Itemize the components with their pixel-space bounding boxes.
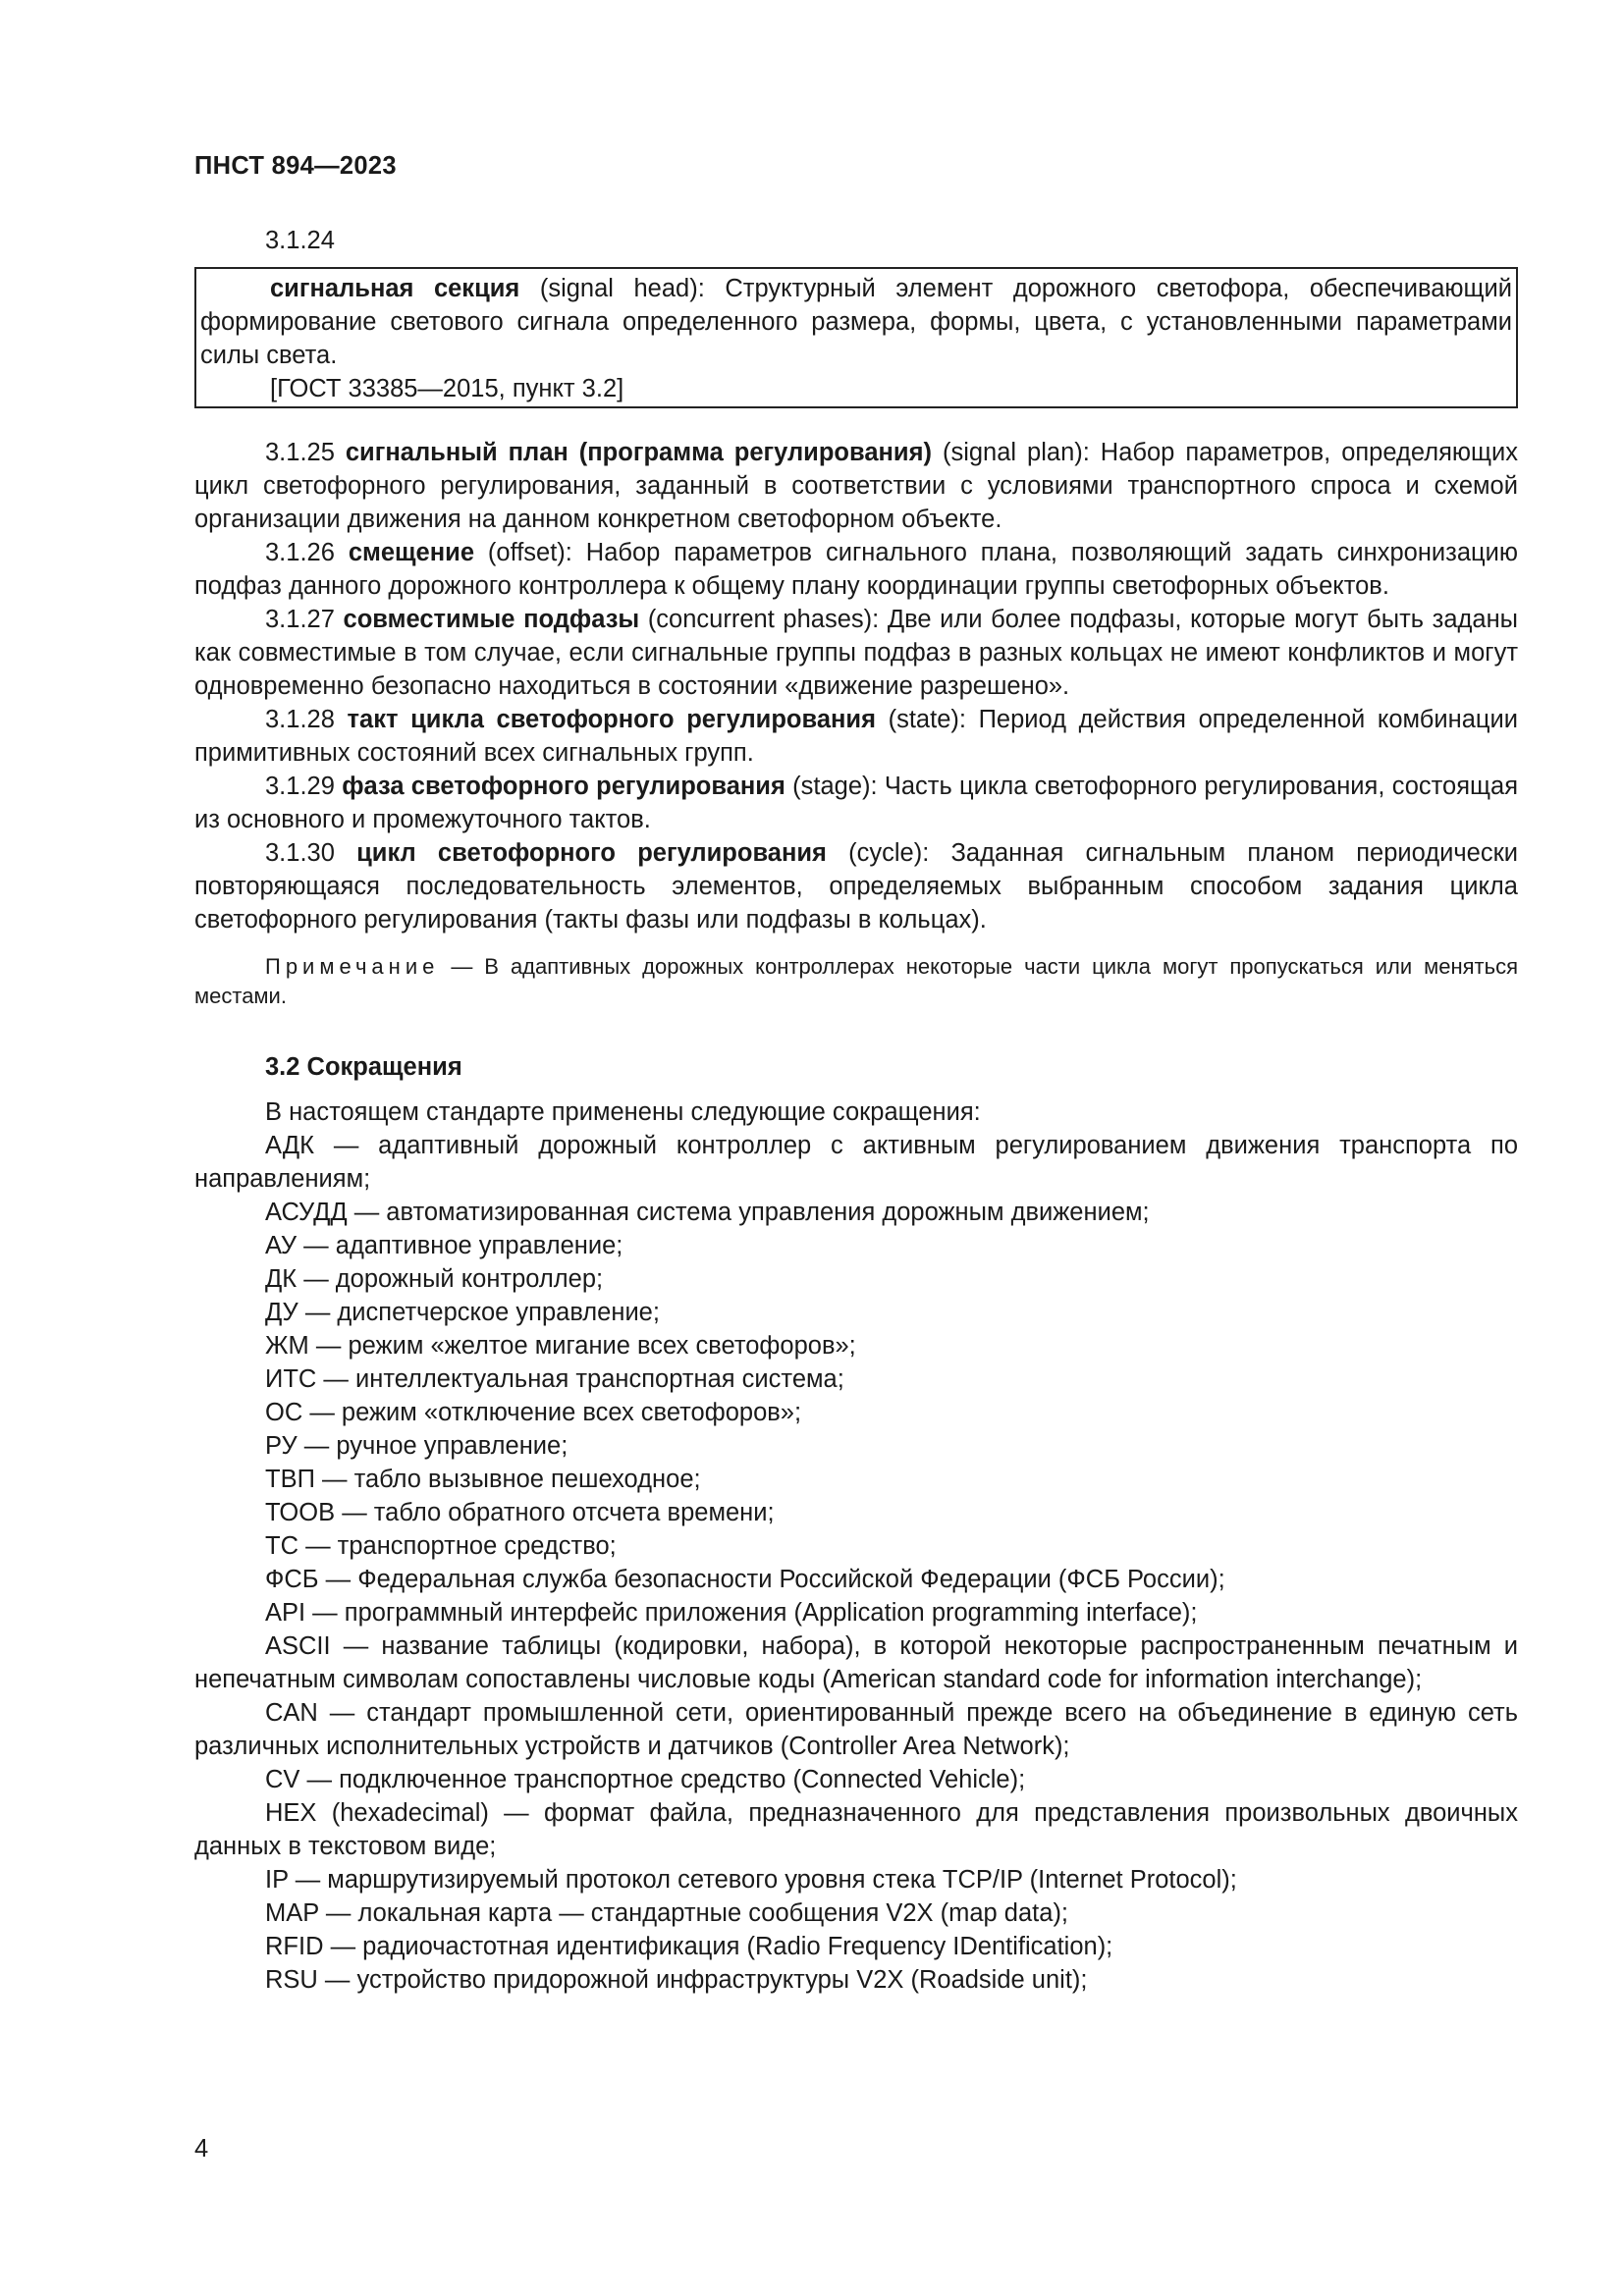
term-name: цикл светофорного регулирования (356, 839, 827, 867)
term-definition: (cycle): Заданная сигнальным планом периодически повторяющаяся последовательность элементов, определяемых выбранным способом задания цикла светофорного регулирования (такты фазы или подфазы в кольцах). (194, 839, 1519, 934)
abbreviation-item: IP — маршрутизируемый протокол сетевого уровня стека TCP/IP (Internet Protocol); (265, 1866, 1237, 1894)
term-number: 3.1.28 (265, 706, 348, 733)
term-name: фаза светофорного регулирования (342, 773, 785, 800)
term-name: совместимые подфазы (343, 606, 640, 633)
abbreviation-item: АДК — адаптивный дорожный контроллер с активным регулированием движения транспорта по направлениям; (194, 1132, 1518, 1193)
term-name: смещение (348, 539, 474, 566)
abbreviation-list (194, 1129, 1518, 1997)
abbreviation-item: ЖМ — режим «желтое мигание всех светофоров»; (265, 1332, 856, 1360)
term-definition: (concurrent phases): Две или более подфазы, которые могут быть заданы как совместимые в том случае, если сигнальные группы подфаз в разных кольцах не имеют конфликтов и могут одновременно безопасно находиться в состоянии «движение разрешено». (194, 606, 1518, 700)
term-name: такт цикла светофорного регулирования (347, 706, 876, 733)
abbreviation-item: HEX (hexadecimal) — формат файла, предназначенного для представления произвольных двоичных данных в текстовом виде; (194, 1799, 1518, 1860)
boxed-term-source: [ГОСТ 33385—2015, пункт 3.2] (270, 375, 624, 402)
document-body (194, 224, 1518, 1997)
term-name: сигнальный план (программа регулирования) (345, 439, 932, 466)
note-text: — В адаптивных дорожных контроллерах некоторые части цикла могут пропускаться или меняться местами. (194, 954, 1518, 1008)
abbreviation-item: CV — подключенное транспортное средство (Connected Vehicle); (265, 1766, 1026, 1793)
abbreviation-item: ТООВ — табло обратного отсчета времени; (265, 1499, 775, 1526)
term-entry (194, 770, 1518, 836)
term-entry (194, 436, 1518, 536)
abbreviation-item: ИТС — интеллектуальная транспортная система; (265, 1365, 844, 1393)
abbreviation-item: CAN — стандарт промышленной сети, ориентированный прежде всего на объединение в единую сеть различных исполнительных устройств и датчиков (Controller Area Network); (194, 1699, 1518, 1760)
section-heading: 3.2 Сокращения (265, 1053, 462, 1081)
boxed-term-text (200, 272, 1512, 372)
term-number: 3.1.29 (265, 773, 343, 800)
boxed-term-body: Структурный элемент дорожного светофора, обеспечивающий формирование светового сигнала определенного размера, формы, цвета, с установленными параметрами силы света. (200, 275, 1512, 369)
abbreviation-item: MAP — локальная карта — стандартные сообщения V2X (map data); (265, 1899, 1069, 1927)
term-number: 3.1.30 (265, 839, 357, 867)
term-entry (194, 836, 1518, 936)
term-entry (194, 536, 1518, 603)
term-number: 3.1.25 (265, 439, 346, 466)
term-number: 3.1.27 (265, 606, 344, 633)
abbreviation-item: RSU — устройство придорожной инфраструктуры V2X (Roadside unit); (265, 1966, 1088, 1994)
abbreviation-item: RFID — радиочастотная идентификация (Radio Frequency IDentification); (265, 1933, 1113, 1960)
term-definition: (stage): Часть цикла светофорного регулирования, состоящая из основного и промежуточного тактов. (194, 773, 1519, 833)
boxed-term-name: сигнальная секция (270, 275, 520, 302)
boxed-term-english: (signal head): (519, 275, 726, 302)
abbreviation-item: ФСБ — Федеральная служба безопасности Российской Федерации (ФСБ России); (265, 1566, 1225, 1593)
note (194, 952, 1518, 1011)
term-definition: (state): Период действия определенной комбинации примитивных состояний всех сигнальных групп. (194, 706, 1518, 767)
page-number: 4 (194, 2135, 209, 2163)
note-label: Примечание (265, 954, 440, 979)
abbreviation-item: АСУДД — автоматизированная система управления дорожным движением; (265, 1199, 1150, 1226)
term-definition: (signal plan): Набор параметров, определяющих цикл светофорного регулирования, заданный в соответствии с условиями транспортного спроса и схемой организации движения на данном конкретном светофорном объекте. (194, 439, 1518, 533)
abbreviation-item: ДК — дорожный контроллер; (265, 1265, 604, 1293)
term-number: 3.1.26 (265, 539, 349, 566)
abbreviation-item: ТВП — табло вызывное пешеходное; (265, 1466, 701, 1493)
term-definition: (offset): Набор параметров сигнального плана, позволяющий задать синхронизацию подфаз данного дорожного контроллера к общему плану координации группы светофорных объектов. (194, 539, 1519, 600)
abbreviation-item: ОС — режим «отключение всех светофоров»; (265, 1399, 802, 1426)
boxed-term-number: 3.1.24 (265, 227, 335, 254)
document-id: ПНСТ 894—2023 (194, 152, 397, 180)
boxed-term-definition (194, 267, 1518, 408)
abbreviation-item: РУ — ручное управление; (265, 1432, 568, 1460)
term-list (194, 436, 1518, 936)
abbreviation-item: ASCII — название таблицы (кодировки, набора), в которой некоторые распространенным печатным и непечатным символам сопоставлены числовые коды (American standard code for information interchange); (194, 1632, 1518, 1693)
abbreviation-item: ТС — транспортное средство; (265, 1532, 617, 1560)
term-entry (194, 603, 1518, 703)
abbreviation-item: АУ — адаптивное управление; (265, 1232, 623, 1259)
abbreviation-item: ДУ — диспетчерское управление; (265, 1299, 660, 1326)
abbreviation-item: API — программный интерфейс приложения (Application programming interface); (265, 1599, 1198, 1627)
section-intro: В настоящем стандарте применены следующие сокращения: (265, 1098, 981, 1126)
term-entry (194, 703, 1518, 770)
